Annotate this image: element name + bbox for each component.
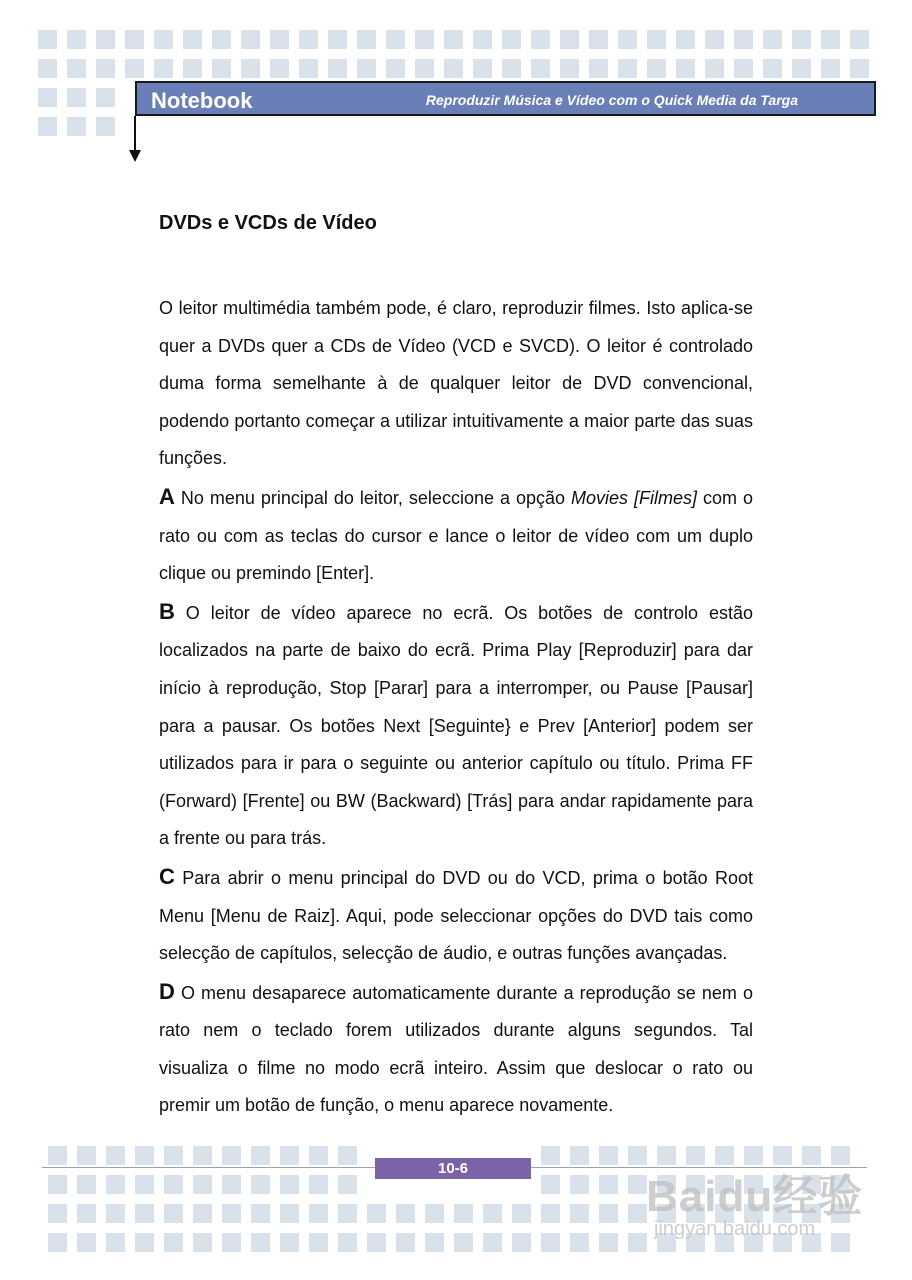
decorative-tile — [38, 117, 57, 136]
decorative-tile — [251, 1233, 270, 1252]
decorative-tile — [38, 30, 57, 49]
main-content — [159, 208, 753, 1125]
decorative-tile — [212, 59, 231, 78]
intro-paragraph: O leitor multimédia também pode, é claro, reproduzir filmes. Isto aplica-se quer a DVDs quer a CDs de Vídeo (VCD e SVCD). O leitor é controlado duma forma semelhante à de qualquer leitor de DVD convencional, podendo portanto começar a utilizar intuitivamente a maior parte das suas funções. — [159, 298, 753, 469]
decorative-tile — [106, 1204, 125, 1223]
decorative-tile — [792, 30, 811, 49]
decorative-tile — [299, 30, 318, 49]
decorative-tile — [821, 30, 840, 49]
decorative-tile — [48, 1146, 67, 1165]
decorative-tile — [541, 1204, 560, 1223]
decorative-tile — [483, 1204, 502, 1223]
decorative-tile — [38, 59, 57, 78]
decorative-tile — [125, 30, 144, 49]
item-text: O menu desaparece automaticamente durante a reprodução se nem o rato nem o teclado forem utilizados durante alguns segundos. Tal visualiza o filme no modo ecrã inteiro. Assim que deslocar o rato ou premir um botão de função, o menu aparece novamente. — [159, 982, 753, 1116]
decorative-tile — [570, 1204, 589, 1223]
decorative-tile — [222, 1204, 241, 1223]
decorative-tile — [618, 59, 637, 78]
decorative-tile — [483, 1233, 502, 1252]
decorative-tile — [444, 30, 463, 49]
decorative-tile — [125, 59, 144, 78]
decorative-tile — [241, 30, 260, 49]
decorative-tile — [96, 30, 115, 49]
decorative-tile — [135, 1175, 154, 1194]
decorative-tile — [48, 1175, 67, 1194]
decorative-tile — [599, 1204, 618, 1223]
arrow-down-icon — [129, 150, 141, 162]
decorative-tile — [541, 1233, 560, 1252]
item-text: Para abrir o menu principal do DVD ou do VCD, prima o botão Root Menu [Menu de Raiz]. Aqui, pode seleccionar opções do DVD tais como selecção de capítulos, selecção de áudio, e outras funções avançadas. — [159, 867, 753, 964]
decorative-tile — [154, 30, 173, 49]
decorative-tile — [77, 1233, 96, 1252]
decorative-tile — [48, 1233, 67, 1252]
item-d — [159, 973, 753, 1125]
decorative-tile — [628, 1175, 647, 1194]
decorative-tile — [154, 59, 173, 78]
decorative-tile — [135, 1233, 154, 1252]
decorative-tile — [415, 30, 434, 49]
decorative-tile — [338, 1146, 357, 1165]
decorative-tile — [599, 1146, 618, 1165]
decorative-tile — [589, 30, 608, 49]
decorative-tile — [560, 59, 579, 78]
item-letter: D — [159, 978, 175, 1004]
decorative-tile — [628, 1233, 647, 1252]
decorative-tile — [183, 30, 202, 49]
section-heading: DVDs e VCDs de Vídeo — [159, 212, 377, 234]
decorative-tile — [280, 1204, 299, 1223]
header-subtitle: Reproduzir Música e Vídeo com o Quick Media da Targa — [425, 92, 798, 108]
decorative-tile — [531, 30, 550, 49]
decorative-tile — [106, 1175, 125, 1194]
decorative-tile — [309, 1204, 328, 1223]
decorative-tile — [425, 1233, 444, 1252]
decorative-tile — [705, 30, 724, 49]
decorative-tile — [531, 59, 550, 78]
decorative-tile — [96, 117, 115, 136]
decorative-tile — [628, 1204, 647, 1223]
decorative-tile — [309, 1146, 328, 1165]
decorative-tile — [193, 1233, 212, 1252]
decorative-tile — [77, 1204, 96, 1223]
decorative-tile — [48, 1204, 67, 1223]
decorative-tile — [135, 1146, 154, 1165]
decorative-tile — [222, 1146, 241, 1165]
decorative-tile — [183, 59, 202, 78]
decorative-tile — [280, 1175, 299, 1194]
decorative-tile — [473, 30, 492, 49]
item-letter: C — [159, 863, 175, 889]
decorative-tile — [67, 117, 86, 136]
item-text: O leitor de vídeo aparece no ecrã. Os botões de controlo estão localizados na parte de baixo do ecrã. Prima Play [Reproduzir] para dar início à reprodução, Stop [Parar] para a interromper, ou Pause [Pausar] para a pausar. Os botões Next [Seguinte} e Prev [Anterior] podem ser utilizados para ir para o seguinte ou anterior capítulo ou título. Prima FF (Forward) [Frente] ou BW (Backward) [Trás] para andar rapidamente para a frente ou para trás. — [159, 602, 753, 849]
decorative-tile — [850, 59, 869, 78]
decorative-tile — [512, 1233, 531, 1252]
decorative-tile — [135, 1204, 154, 1223]
decorative-tile — [792, 59, 811, 78]
decorative-tile — [570, 1175, 589, 1194]
decorative-tile — [386, 30, 405, 49]
decorative-tile — [328, 30, 347, 49]
decorative-tile — [444, 59, 463, 78]
decorative-tile — [212, 30, 231, 49]
decorative-tile — [367, 1233, 386, 1252]
decorative-tile — [164, 1175, 183, 1194]
decorative-tile — [241, 59, 260, 78]
decorative-tile — [96, 88, 115, 107]
decorative-tile — [38, 88, 57, 107]
item-emphasis: Movies [Filmes] — [571, 487, 698, 508]
decorative-tile — [396, 1204, 415, 1223]
decorative-tile — [821, 59, 840, 78]
decorative-tile — [454, 1233, 473, 1252]
decorative-tile — [193, 1204, 212, 1223]
decorative-tile — [338, 1204, 357, 1223]
item-letter: A — [159, 483, 175, 509]
decorative-tile — [570, 1146, 589, 1165]
decorative-tile — [77, 1146, 96, 1165]
item-b — [159, 593, 753, 858]
decorative-tile — [164, 1233, 183, 1252]
decorative-tile — [386, 59, 405, 78]
decorative-tile — [454, 1204, 473, 1223]
decorative-tile — [599, 1175, 618, 1194]
decorative-tile — [67, 59, 86, 78]
decorative-tile — [570, 1233, 589, 1252]
decorative-tile — [647, 30, 666, 49]
decorative-tile — [705, 59, 724, 78]
decorative-tile — [338, 1175, 357, 1194]
decorative-tile — [328, 59, 347, 78]
decorative-tile — [367, 1204, 386, 1223]
decorative-tile — [473, 59, 492, 78]
decorative-tile — [67, 30, 86, 49]
decorative-tile — [512, 1204, 531, 1223]
decorative-tile — [850, 30, 869, 49]
decorative-tile — [251, 1204, 270, 1223]
decorative-tile — [251, 1146, 270, 1165]
decorative-tile — [96, 59, 115, 78]
decorative-tile — [357, 59, 376, 78]
decorative-tile — [560, 30, 579, 49]
header-title: Notebook — [151, 88, 253, 113]
decorative-tile — [164, 1146, 183, 1165]
decorative-tile — [541, 1146, 560, 1165]
decorative-tile — [164, 1204, 183, 1223]
item-text: com o rato ou com as teclas do cursor e lance o leitor de vídeo com um duplo clique ou premindo [Enter]. — [159, 487, 754, 584]
item-letter: B — [159, 598, 175, 624]
decorative-tile — [270, 30, 289, 49]
decorative-tile — [309, 1175, 328, 1194]
decorative-tile — [676, 30, 695, 49]
item-text: No menu principal do leitor, seleccione a opção — [174, 487, 571, 508]
decorative-tile — [338, 1233, 357, 1252]
decorative-tile — [425, 1204, 444, 1223]
baidu-watermark — [646, 1160, 866, 1250]
decorative-tile — [193, 1175, 212, 1194]
decorative-tile — [299, 59, 318, 78]
watermark-brand: Baidu经验 — [646, 1172, 864, 1221]
decorative-tile — [589, 59, 608, 78]
item-a — [159, 478, 753, 593]
decorative-tile — [270, 59, 289, 78]
page-header — [135, 81, 876, 116]
decorative-tile — [251, 1175, 270, 1194]
decorative-tile — [763, 30, 782, 49]
decorative-tile — [647, 59, 666, 78]
decorative-tile — [67, 88, 86, 107]
decorative-tile — [222, 1175, 241, 1194]
decorative-tile — [763, 59, 782, 78]
decorative-tile — [734, 30, 753, 49]
watermark-url: jingyan.baidu.com — [654, 1218, 816, 1240]
item-c — [159, 858, 753, 973]
decorative-tile — [193, 1146, 212, 1165]
decorative-tile — [618, 30, 637, 49]
decorative-tile — [77, 1175, 96, 1194]
decorative-tile — [396, 1233, 415, 1252]
decorative-tile — [309, 1233, 328, 1252]
decorative-tile — [106, 1146, 125, 1165]
decorative-tile — [676, 59, 695, 78]
decorative-tile — [415, 59, 434, 78]
decorative-tile — [280, 1233, 299, 1252]
decorative-tile — [502, 30, 521, 49]
arrow-line — [134, 116, 136, 151]
decorative-tile — [357, 30, 376, 49]
decorative-tile — [106, 1233, 125, 1252]
decorative-tile — [222, 1233, 241, 1252]
decorative-tile — [628, 1146, 647, 1165]
decorative-tile — [280, 1146, 299, 1165]
page-number: 10-6 — [375, 1158, 531, 1179]
decorative-tile — [599, 1233, 618, 1252]
decorative-tile — [541, 1175, 560, 1194]
decorative-tile — [734, 59, 753, 78]
decorative-tile — [502, 59, 521, 78]
